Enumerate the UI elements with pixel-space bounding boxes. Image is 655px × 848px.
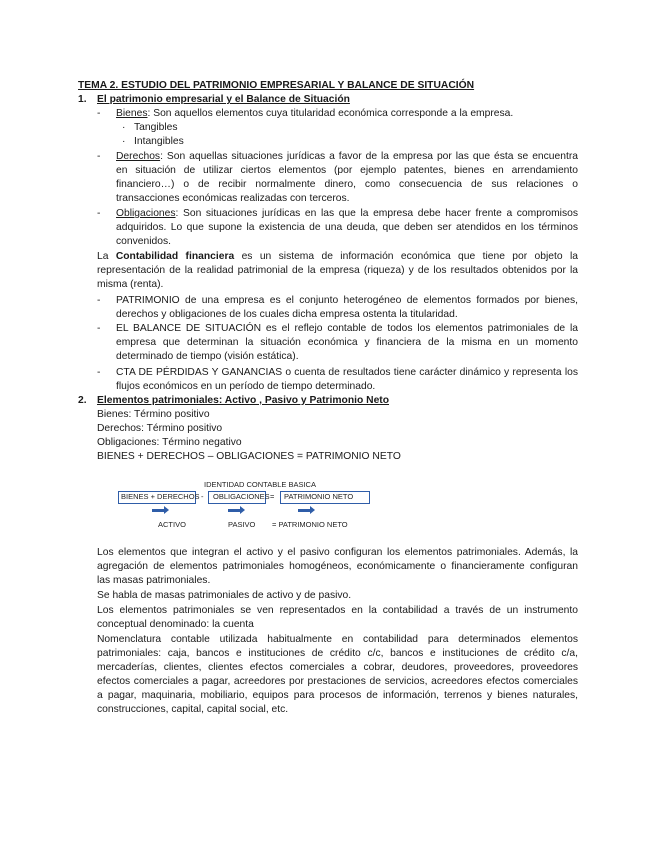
- pyg-line: flujos económicos en un período de tiempo determinado.: [116, 381, 376, 392]
- obligaciones-definition: [116, 207, 578, 221]
- bullet-dot: ·: [122, 122, 126, 133]
- bullet-dash: -: [97, 208, 101, 219]
- diagram-minus: -: [201, 492, 204, 501]
- bullet-dash: -: [97, 108, 101, 119]
- section-1-heading: El patrimonio empresarial y el Balance de Situación: [97, 94, 350, 105]
- contabilidad-term: Contabilidad financiera: [115, 251, 235, 262]
- equation-line: BIENES + DERECHOS – OBLIGACIONES = PATRIMONIO NETO: [97, 451, 401, 462]
- paragraph-line: Los elementos patrimoniales se ven representados en la contabilidad a través de un instrumento: [97, 605, 578, 616]
- diagram-label-activo: ACTIVO: [158, 520, 186, 529]
- paragraph-line: patrimoniales: caja, bancos e instituciones de crédito c/c, bancos e instituciones de crédito c/a,: [97, 648, 578, 659]
- bienes-sub-item: Tangibles: [134, 122, 178, 133]
- derechos-text: : Son aquellas situaciones jurídicas a favor de la empresa por las que ésta se encuentra: [160, 151, 578, 162]
- paragraph-line: mercaderías, clientes, clientes efectos comerciales a cobrar, deudores, proveedores, proveedores: [97, 662, 578, 673]
- bienes-term: Bienes: [116, 108, 148, 119]
- contabilidad-line: misma (renta).: [97, 279, 164, 290]
- pyg-line: CTA DE PÉRDIDAS Y GANANCIAS o cuenta de resultados tiene carácter dinámico y representa los: [116, 367, 578, 378]
- balance-line: empresa que determinan la situación económica y financiera de la misma en un momento: [116, 337, 578, 348]
- diagram-title: IDENTIDAD CONTABLE BASICA: [204, 480, 316, 489]
- derechos-line: transacciones económicas realizadas con terceros.: [116, 193, 350, 204]
- bullet-dash: -: [97, 151, 101, 162]
- bienes-sub-item: Intangibles: [134, 136, 184, 147]
- section-1-number: 1.: [78, 94, 87, 105]
- paragraph-line: Nomenclatura contable utilizada habitualmente en contabilidad para determinados elementos: [97, 634, 578, 645]
- bienes-text: : Son aquellos elementos cuya titularidad económica corresponde a la empresa.: [147, 108, 514, 119]
- document-title: TEMA 2. ESTUDIO DEL PATRIMONIO EMPRESARIAL Y BALANCE DE SITUACIÓN: [78, 80, 475, 91]
- paragraph-line: construcciones, capital, capital social, etc.: [97, 704, 289, 715]
- term-line: Obligaciones: Término negativo: [97, 437, 242, 448]
- section-2-heading: Elementos patrimoniales: Activo , Pasivo y Patrimonio Neto: [97, 395, 390, 406]
- obligaciones-term: Obligaciones: [116, 208, 176, 219]
- diagram-label-pasivo: PASIVO: [228, 520, 256, 529]
- derechos-line: financiero…) o de recibir normalmente dinero, como consecuencia de sus relaciones o: [116, 179, 578, 190]
- identidad-contable-diagram: [118, 478, 378, 534]
- paragraph-line: Se habla de masas patrimoniales de activo y de pasivo.: [97, 590, 352, 601]
- diagram-box-label: PATRIMONIO NETO: [284, 492, 354, 501]
- obligaciones-line: adquiridos. Lo que supone la existencia de una deuda, que deben ser atendidos en los términos: [116, 222, 578, 233]
- diagram-label-patrimonio-neto: = PATRIMONIO NETO: [272, 520, 348, 529]
- term-line: Derechos: Término positivo: [97, 423, 223, 434]
- term-line: Bienes: Término positivo: [97, 409, 210, 420]
- bienes-definition: [116, 107, 513, 121]
- bullet-dash: -: [97, 367, 101, 378]
- balance-line: determinado de tiempo (visión estática).: [116, 351, 299, 362]
- contabilidad-pre: La: [97, 251, 116, 262]
- contabilidad-paragraph: [97, 250, 578, 264]
- paragraph-line: Los elementos que integran el activo y el pasivo configuran los elementos patrimoniales. Además, la: [97, 547, 578, 558]
- paragraph-line: efectos comerciales a pagar, acreedores por prestaciones de servicios, acreedores efectos comerciales: [97, 676, 578, 687]
- bullet-dot: ·: [122, 136, 126, 147]
- derechos-line: en situación de utilizar ciertos elementos (por ejemplo patentes, bienes en arrendamiento: [116, 165, 578, 176]
- diagram-box-label: BIENES + DERECHOS: [121, 492, 200, 501]
- patrimonio-line: derechos y obligaciones de los cuales dicha empresa ostenta la titularidad.: [116, 309, 458, 320]
- bullet-dash: -: [97, 323, 101, 334]
- section-2-number: 2.: [78, 395, 87, 406]
- arrow-icon: [298, 509, 310, 512]
- balance-line: EL BALANCE DE SITUACIÓN es el reflejo contable de todos los elementos patrimoniales de la: [116, 323, 578, 334]
- paragraph-line: agregación de elementos patrimoniales homogéneos, económicamente o financieramente configuran: [97, 561, 578, 572]
- paragraph-line: las masas patrimoniales.: [97, 575, 211, 586]
- paragraph-line: a pagar, maquinaria, mobiliario, equipos para procesos de información, terrenos y bienes naturales,: [97, 690, 578, 701]
- contabilidad-line: representación de la realidad patrimonial de la empresa (riqueza) y de los resultados obtenidos por la: [97, 265, 578, 276]
- bullet-dash: -: [97, 295, 101, 306]
- patrimonio-line: PATRIMONIO de una empresa es el conjunto heterogéneo de elementos formados por bienes,: [116, 295, 578, 306]
- derechos-term: Derechos: [116, 151, 161, 162]
- obligaciones-line: convenidos.: [116, 236, 171, 247]
- contabilidad-text: es un sistema de información económica que tiene por objeto la: [234, 251, 578, 262]
- arrow-icon: [152, 509, 164, 512]
- arrow-icon: [228, 509, 240, 512]
- diagram-box-label: OBLIGACIONES: [213, 492, 270, 501]
- diagram-equals: =: [270, 492, 275, 501]
- obligaciones-text: : Son situaciones jurídicas en las que la empresa debe hacer frente a compromisos: [175, 208, 578, 219]
- paragraph-line: conceptual denominado: la cuenta: [97, 619, 254, 630]
- derechos-definition: [116, 150, 578, 164]
